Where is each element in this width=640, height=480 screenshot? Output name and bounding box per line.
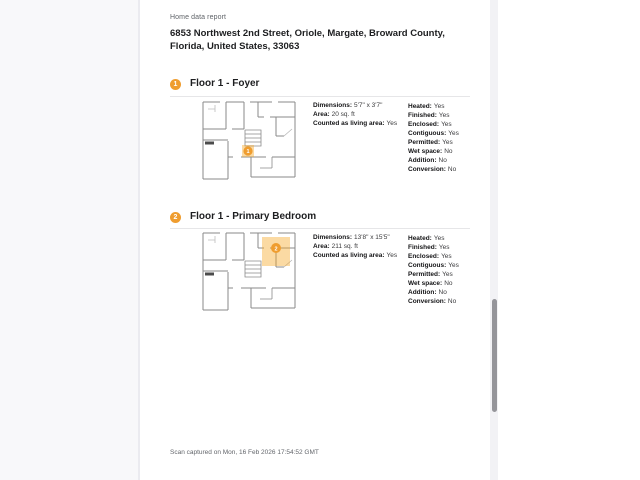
section-number-badge: 1	[170, 79, 181, 90]
flag-row-heated: Heated: Yes	[408, 103, 445, 110]
flag-row-finished: Finished: Yes	[408, 112, 450, 119]
section-title-foyer: Floor 1 - Foyer	[190, 78, 260, 89]
flag-row-conversion: Conversion: No	[408, 166, 457, 173]
scan-timestamp: Scan captured on Mon, 16 Feb 2026 17:54:52 GMT	[170, 449, 319, 456]
room-highlight-foyer	[242, 145, 254, 157]
detail-row-dimensions: Dimensions: 5'7" x 3'7"	[313, 102, 383, 109]
room-detail-list	[313, 102, 397, 129]
address-line-1: 6853 Northwest 2nd Street, Oriole, Margate, Broward County,	[170, 28, 445, 39]
flag-row-contiguous: Contiguous: Yes	[408, 262, 459, 269]
plan-marker-number: 2	[274, 246, 278, 253]
detail-row-area: Area: 20 sq. ft	[313, 110, 355, 118]
flag-row-addition: Addition: No	[408, 157, 447, 164]
flag-row-finished: Finished: Yes	[408, 244, 450, 251]
flag-row-permitted: Permitted: Yes	[408, 139, 453, 146]
room-highlight-primary-bedroom	[262, 237, 290, 266]
section-divider	[170, 228, 470, 229]
report-type-label: Home data report	[170, 14, 227, 21]
detail-row-living-area: Counted as living area: Yes	[313, 251, 398, 259]
flag-row-conversion: Conversion: No	[408, 298, 457, 305]
floorplan-thumbnail-foyer	[200, 100, 298, 180]
detail-row-dimensions: Dimensions: 13'8" x 15'5"	[313, 234, 390, 241]
scrollbar-thumb[interactable]	[492, 299, 497, 412]
detail-row-area: Area: 211 sq. ft	[313, 242, 358, 250]
section-divider	[170, 96, 470, 97]
flag-row-enclosed: Enclosed: Yes	[408, 121, 452, 128]
floorplan-thumbnail-primary-bedroom	[200, 231, 298, 311]
flag-row-wet-space: Wet space: No	[408, 148, 453, 155]
room-flag-list	[408, 234, 459, 306]
room-detail-list	[313, 234, 397, 261]
detail-row-living-area: Counted as living area: Yes	[313, 119, 398, 127]
section-number-badge: 2	[170, 212, 181, 223]
property-address	[170, 27, 480, 53]
section-title-primary-bedroom: Floor 1 - Primary Bedroom	[190, 211, 317, 222]
plan-marker-number: 1	[246, 149, 250, 156]
flag-row-wet-space: Wet space: No	[408, 280, 453, 287]
flag-row-addition: Addition: No	[408, 289, 447, 296]
room-flag-list	[408, 102, 459, 174]
left-margin-strip	[0, 0, 140, 480]
flag-row-permitted: Permitted: Yes	[408, 271, 453, 278]
flag-row-enclosed: Enclosed: Yes	[408, 253, 452, 260]
flag-row-heated: Heated: Yes	[408, 235, 445, 242]
flag-row-contiguous: Contiguous: Yes	[408, 130, 459, 137]
address-line-2: Florida, United States, 33063	[170, 41, 300, 52]
